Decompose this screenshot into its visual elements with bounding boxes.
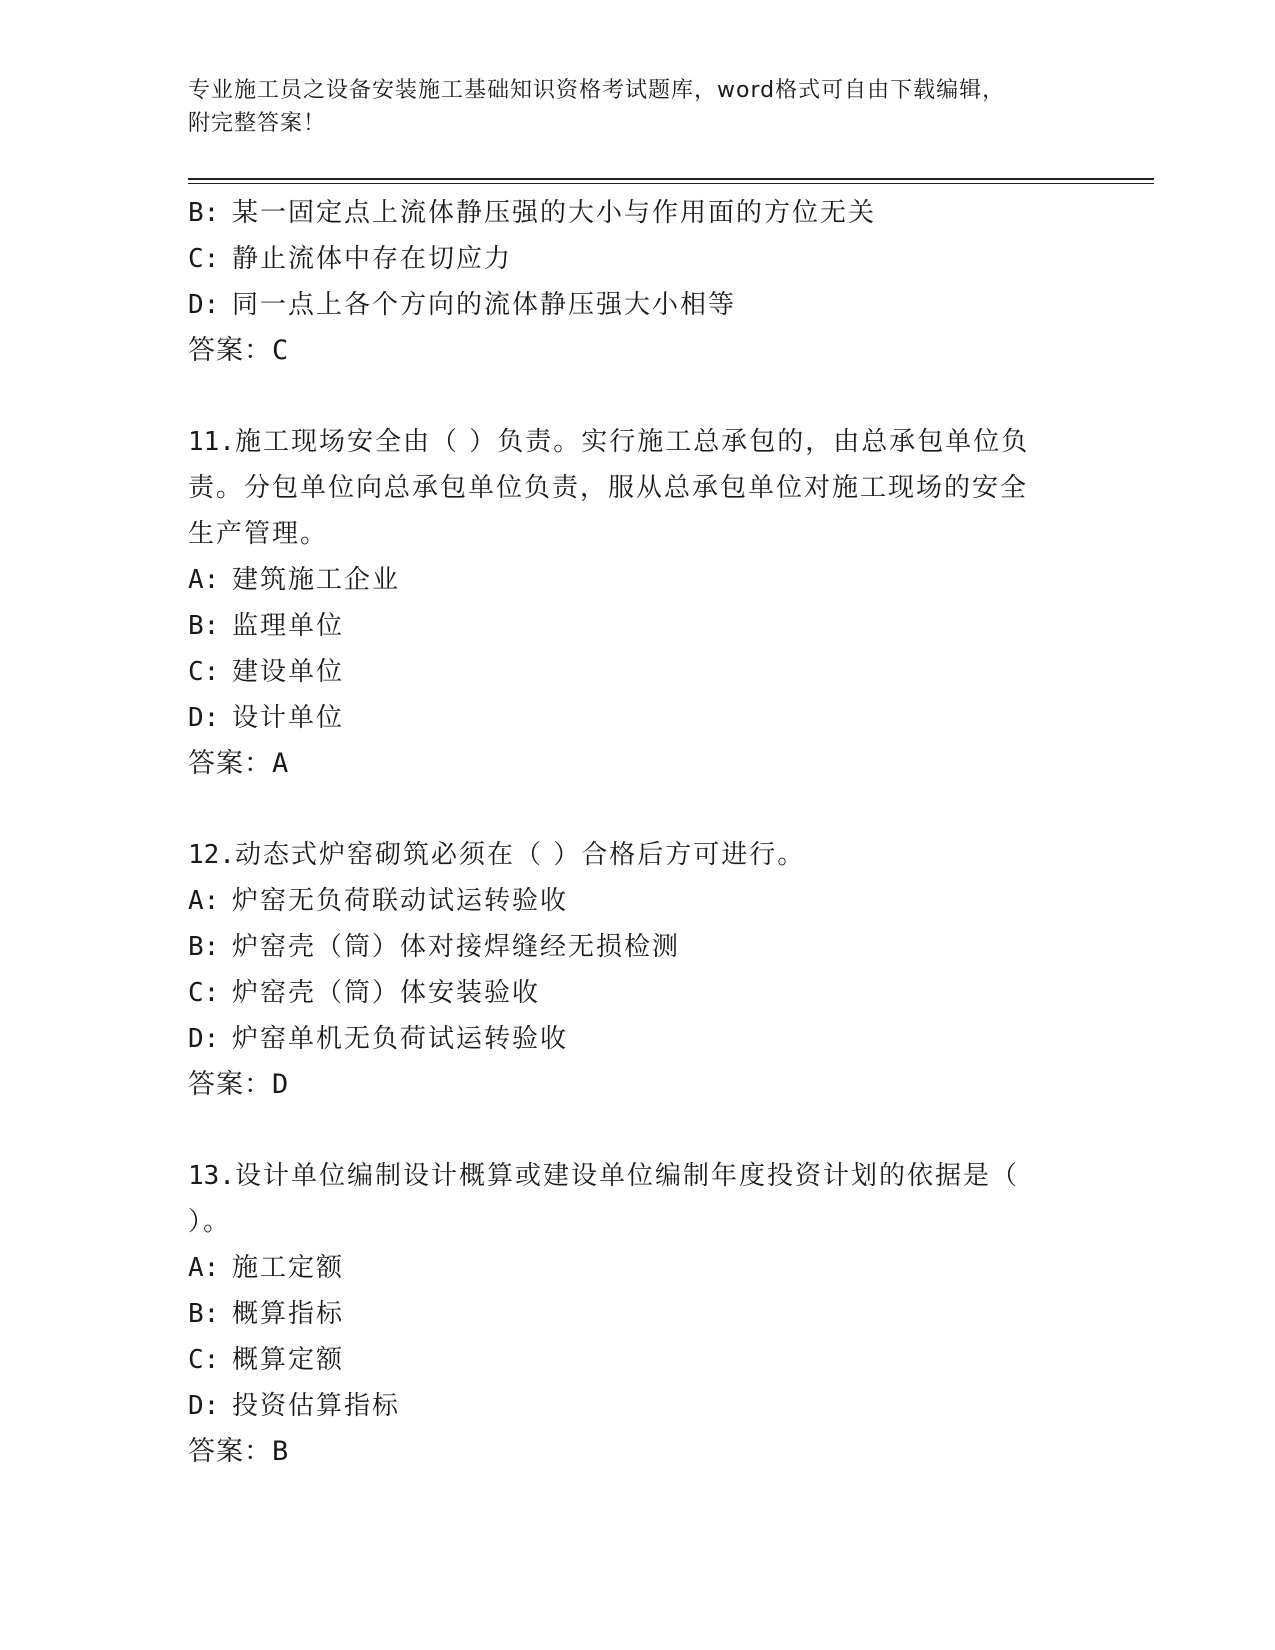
answer-value: D (272, 1069, 290, 1100)
answer-line (188, 741, 1088, 787)
option-letter: B: (188, 198, 220, 228)
option-b (188, 924, 1088, 970)
question-13 (188, 1153, 1088, 1475)
option-letter: C: (188, 244, 220, 274)
option-letter: A: (188, 565, 220, 595)
option-letter: D: (188, 703, 220, 733)
option-letter: D: (188, 290, 220, 320)
option-b (188, 190, 1088, 236)
question-12 (188, 832, 1088, 1108)
question-stem-line (188, 1153, 1088, 1199)
question-stem-line (188, 419, 1088, 465)
option-b (188, 603, 1088, 649)
option-text: 同一点上各个方向的流体静压强大小相等 (232, 290, 737, 320)
option-text: 炉窑单机无负荷试运转验收 (232, 1024, 569, 1054)
option-text: 炉窑无负荷联动试运转验收 (232, 886, 569, 916)
question-number: 11. (188, 427, 235, 457)
option-d (188, 1016, 1088, 1062)
option-letter: C: (188, 978, 220, 1008)
spacer (188, 374, 1088, 419)
question-text: 施工现场安全由（ ）负责。实行施工总承包的，由总承包单位负 (234, 427, 1030, 457)
option-text: 某一固定点上流体静压强的大小与作用面的方位无关 (232, 198, 877, 228)
option-text: 概算指标 (232, 1299, 345, 1329)
option-letter: B: (188, 1299, 220, 1329)
option-letter: C: (188, 657, 220, 687)
question-stem-line: 生产管理。 (188, 519, 329, 549)
answer-value: A (272, 748, 290, 779)
option-d (188, 1383, 1088, 1429)
answer-line (188, 1429, 1088, 1475)
option-d (188, 695, 1088, 741)
option-text: 建设单位 (232, 657, 345, 687)
question-text: 动态式炉窑砌筑必须在（ ）合格后方可进行。 (234, 840, 806, 870)
option-text: 监理单位 (232, 611, 345, 641)
option-text: 设计单位 (232, 703, 345, 733)
option-text: 炉窑壳（筒）体对接焊缝经无损检测 (232, 932, 681, 962)
header-line-1: 专业施工员之设备安装施工基础知识资格考试题库，word格式可自由下载编辑， (188, 78, 1006, 103)
header-divider-thick (188, 178, 1154, 180)
option-letter: A: (188, 886, 220, 916)
answer-line (188, 328, 1088, 374)
option-a (188, 557, 1088, 603)
question-stem-line (188, 832, 1088, 878)
option-a (188, 1245, 1088, 1291)
document-header (188, 74, 1088, 140)
question-content (188, 190, 1088, 1475)
option-text: 炉窑壳（筒）体安装验收 (232, 978, 541, 1008)
question-stem-line: ）。 (188, 1207, 232, 1237)
option-text: 建筑施工企业 (232, 565, 401, 595)
question-11 (188, 419, 1088, 787)
option-a (188, 878, 1088, 924)
header-divider-thin (188, 183, 1154, 184)
option-c (188, 1337, 1088, 1383)
option-letter: B: (188, 932, 220, 962)
answer-label: 答案： (188, 1436, 272, 1467)
answer-label: 答案： (188, 335, 272, 366)
answer-label: 答案： (188, 1069, 272, 1100)
spacer (188, 1108, 1088, 1153)
question-number: 12. (188, 840, 235, 870)
question-text: 设计单位编制设计概算或建设单位编制年度投资计划的依据是（ (234, 1161, 1019, 1191)
option-text: 施工定额 (232, 1253, 345, 1283)
answer-value: B (272, 1436, 290, 1467)
question-number: 13. (188, 1161, 235, 1191)
question-stem-line: 责。分包单位向总承包单位负责，服从总承包单位对施工现场的安全 (188, 473, 1029, 503)
header-line-2: 附完整答案！ (188, 111, 327, 136)
question-10-tail (188, 190, 1088, 374)
option-letter: D: (188, 1391, 220, 1421)
option-text: 概算定额 (232, 1345, 345, 1375)
answer-value: C (272, 335, 290, 366)
option-text: 投资估算指标 (232, 1391, 401, 1421)
answer-label: 答案： (188, 748, 272, 779)
option-c (188, 236, 1088, 282)
option-c (188, 649, 1088, 695)
option-letter: B: (188, 611, 220, 641)
option-c (188, 970, 1088, 1016)
spacer (188, 787, 1088, 832)
option-letter: C: (188, 1345, 220, 1375)
option-b (188, 1291, 1088, 1337)
option-text: 静止流体中存在切应力 (232, 244, 513, 274)
option-letter: D: (188, 1024, 220, 1054)
option-letter: A: (188, 1253, 220, 1283)
answer-line (188, 1062, 1088, 1108)
option-d (188, 282, 1088, 328)
